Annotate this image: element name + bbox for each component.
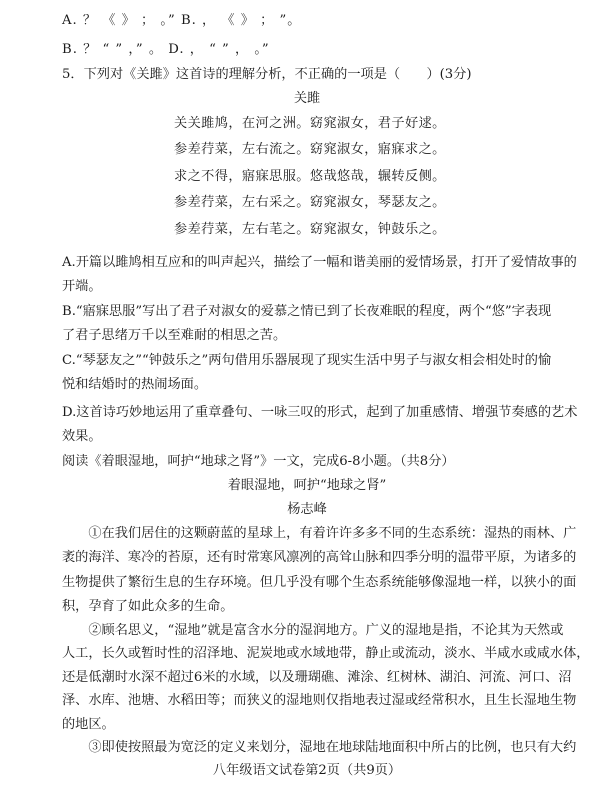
answer-option-a: A.开篇以雎鸠相互应和的叫声起兴，描绘了一幅和谐美丽的爱情场景，打开了爱情故事的: [62, 255, 577, 270]
paragraph-line: 还是低潮时水深不超过6米的水域，以及珊瑚礁、滩涂、红树林、湖泊、河流、河口、沼: [62, 670, 572, 685]
reading-instruction: 阅读《着眼湿地，呵护“地球之肾”》一文，完成6-8小题。（共8分）: [62, 454, 455, 469]
option-line-b: B. ？ “ ” ，” 。 D. ， “ ” ， 。”: [62, 42, 270, 57]
answer-option-c-cont: 悦和结婚时的热闹场面。: [62, 377, 208, 392]
article-author: 杨志峰: [287, 502, 327, 517]
paragraph-line: 泽、水库、池塘、水稻田等；而狭义的湿地则仅指地表过湿或经常积水，且生长湿地生物: [62, 693, 577, 708]
paragraph-line: 的地区。: [62, 717, 115, 732]
article-title: 着眼湿地，呵护“地球之肾”: [227, 478, 387, 493]
poem-line: 参差荇菜，左右芼之。窈窕淑女，钟鼓乐之。: [174, 222, 446, 237]
poem-title: 关雎: [293, 91, 321, 106]
poem-line: 参差荇菜，左右流之。窈窕淑女，寤寐求之。: [174, 142, 446, 157]
page-footer: 八年级语文试卷第2页（共9页）: [212, 763, 402, 778]
answer-option-c: C.“琴瑟友之”“钟鼓乐之”两句借用乐器展现了现实生活中男子与淑女相会相处时的愉: [62, 353, 552, 368]
paragraph-line: ②顾名思义，“湿地”就是富含水分的湿润地方。广义的湿地是指，不论其为天然或: [62, 623, 564, 638]
paragraph-line: 积，孕育了如此众多的生命。: [62, 599, 234, 614]
paragraph-line: 生物提供了繁衍生息的生存环境。但几乎没有哪个生态系统能够像湿地一样，以狭小的面: [62, 575, 577, 590]
answer-option-b: B.“寤寐思服”写出了君子对淑女的爱慕之情已到了长夜难眠的程度，两个“悠”字表现: [62, 304, 552, 319]
question-5-stem: 5．下列对《关雎》这首诗的理解分析，不正确的一项是（ ）(3分): [62, 67, 472, 82]
option-line-a: A. ？ 《 》 ； 。” B. ， 《 》 ； ”。: [62, 13, 302, 28]
poem-line: 求之不得，寤寐思服。悠哉悠哉，辗转反侧。: [174, 169, 446, 184]
paragraph-line: ③即使按照最为宽泛的定义来划分，湿地在地球陆地面积中所占的比例，也只有大约: [62, 740, 577, 755]
answer-option-d: D.这首诗巧妙地运用了重章叠句、一咏三叹的形式，起到了加重感情、增强节奏感的艺术: [62, 405, 578, 420]
paragraph-line: 人工，长久或暂时性的沼泽地、泥炭地或水域地带，静止或流动，淡水、半咸水或咸水体，: [62, 646, 590, 661]
answer-option-b-cont: 了君子思绪万千以至难耐的相思之苦。: [62, 328, 287, 343]
poem-line: 参差荇菜，左右采之。窈窕淑女，琴瑟友之。: [174, 195, 446, 210]
paragraph-line: ①在我们居住的这颗蔚蓝的星球上，有着许许多多不同的生态系统：湿热的雨林、广: [62, 526, 577, 541]
paragraph-line: 袤的海洋、寒冷的苔原，还有时常寒风凛冽的高耸山脉和四季分明的温带平原，为诸多的: [62, 550, 577, 565]
poem-line: 关关雎鸠，在河之洲。窈窕淑女，君子好逑。: [174, 116, 446, 131]
answer-option-a-cont: 开端。: [62, 279, 102, 294]
answer-option-d-cont: 效果。: [62, 429, 102, 444]
